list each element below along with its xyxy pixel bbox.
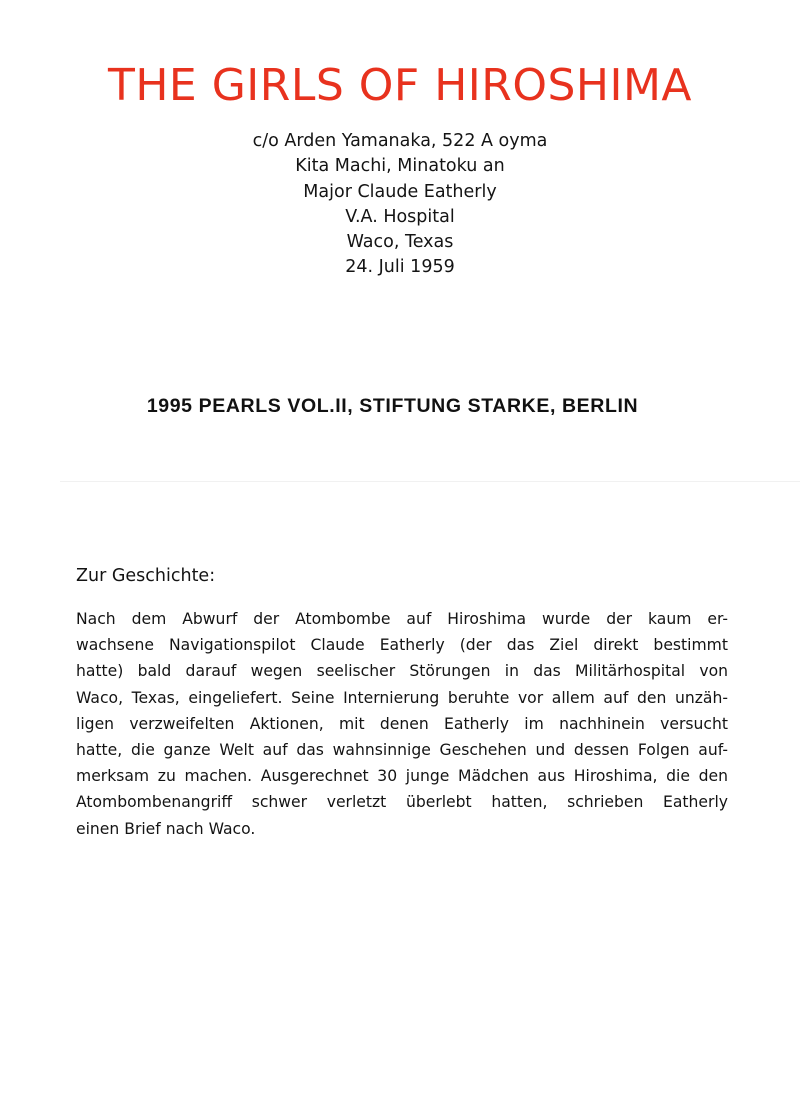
story-line: Waco, Texas, eingeliefert. Seine Internierung beruhte vor allem auf den unzäh- <box>76 688 728 707</box>
address-line: Kita Machi, Minatoku an <box>295 156 505 177</box>
address-line: 24. Juli 1959 <box>345 257 455 278</box>
story-line: Nach dem Abwurf der Atombombe auf Hiroshima wurde der kaum er- <box>76 610 728 628</box>
story-paragraph <box>76 606 728 842</box>
address-line: c/o Arden Yamanaka, 522 A oyma <box>252 131 548 151</box>
story-line: hatte, die ganze Welt auf das wahnsinnige Geschehen und dessen Folgen auf- <box>76 741 728 760</box>
story-line: Atombombenangriff schwer verletzt überlebt hatten, schrieben Eatherly <box>76 793 728 812</box>
story-line: merksam zu machen. Ausgerechnet 30 junge Mädchen aus Hiroshima, die den <box>76 767 728 786</box>
address-line: Major Claude Eatherly <box>303 181 497 202</box>
story-line: hatte) bald darauf wegen seelischer Störungen in das Militärhospital von <box>76 662 728 681</box>
story-line: einen Brief nach Waco. <box>76 819 256 838</box>
story-line: wachsene Navigationspilot Claude Eatherly (der das Ziel direkt bestimmt <box>76 636 728 655</box>
address-line: Waco, Texas <box>346 232 454 253</box>
story-line: ligen verzweifelten Aktionen, mit denen Eatherly im nachhinein versucht <box>76 714 728 733</box>
exhibition-caption: 1995 PEARLS VOL.II, STIFTUNG STARKE, BERLIN <box>146 395 639 417</box>
page-title: THE GIRLS OF HIROSHIMA <box>107 60 693 111</box>
address-block <box>0 129 800 281</box>
story-heading: Zur Geschichte: <box>76 566 216 586</box>
section-divider <box>60 481 800 482</box>
address-line: V.A. Hospital <box>345 206 455 227</box>
